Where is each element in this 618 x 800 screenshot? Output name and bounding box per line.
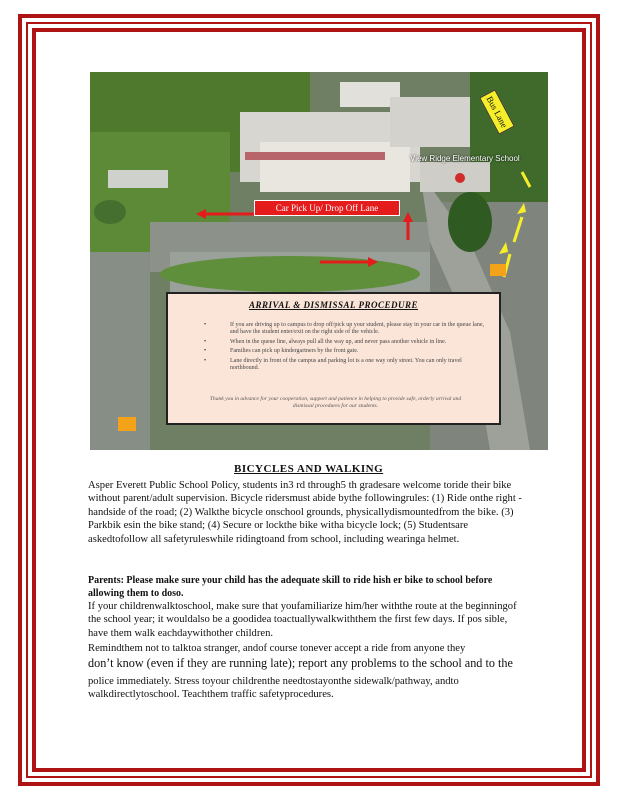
arrival-dismissal-box [166, 292, 501, 425]
car-pickup-lane-banner: Car Pick Up/ Drop Off Lane [254, 200, 400, 216]
walking-paragraph: If your childrenwalktoschool, make sure that youfamiliarize him/her withthe route at the beginningof the school year; it wouldalso be a goodidea toactuallywalkwiththem the first few days. If pos sible, have them walk eachdaywithother children. [88, 601, 517, 639]
stranger-paragraph-line1: Remindthem not to talktoa stranger, andof course tonever accept a ride from anyone they [88, 643, 466, 654]
parents-paragraph [88, 575, 528, 600]
stranger-paragraph-line2: don’t know (even if they are running late); report any problems to the school and to the [88, 656, 513, 670]
bicycles-heading: BICYCLES AND WALKING [234, 463, 384, 475]
procedure-item: • Lane directly in front of the campus and parking lot is a one way only street. You can only travel northbound. [204, 358, 489, 373]
bus-lane-label: Bus Lane [479, 89, 515, 135]
procedure-item: • When in the queue line, always pull all the way up, and never pass another vehicle in line. [204, 339, 489, 346]
procedure-list [204, 322, 489, 374]
parents-label: Parents: [88, 575, 124, 586]
procedure-item: • If you are driving up to campus to drop off/pick up your student, please stay in your car in the queue lane, and have the student enter/exit on the right side of the vehicle. [204, 322, 489, 337]
stranger-paragraph-line3: police immediately. Stress toyour childrenthe needtostayonthe sidewalk/pathway, andto walkdirectlytoschool. Teachthem traffic safetyprocedures. [88, 676, 459, 701]
procedure-item: • Families can pick up kindergartners by the front gate. [204, 348, 489, 355]
procedure-title: ARRIVAL & DISMISSAL PROCEDURE [249, 300, 418, 310]
bicycle-policy-paragraph: Asper Everett Public School Policy, students in3 rd through5 th gradesare welcome toride their bike without parent/adult supervision. Bicycle ridersmust abide bythe followingrules: (1) Ride onthe right -handside of the road; (2) Walkthe bicycle onschool grounds, physicallydismountedfrom the bike. (3) Parkbik esin the bike stand; (4) Secure or lockthe bike witha bicycle lock; (5) Studentsare askedtofollow all safetyruleswhile ridingtoand from school, including wearinga helmet. [88, 480, 522, 545]
school-name-label: View Ridge Elementary School [410, 154, 520, 163]
procedure-thanks: Thank you in advance for your cooperation, support and patience in helping to provide safe, orderly arrival and dismissal procedures for our students. [209, 396, 462, 409]
parents-text: Please make sure your child has the adequate skill to ride hish er bike to school before allowing them to doso. [88, 575, 493, 599]
